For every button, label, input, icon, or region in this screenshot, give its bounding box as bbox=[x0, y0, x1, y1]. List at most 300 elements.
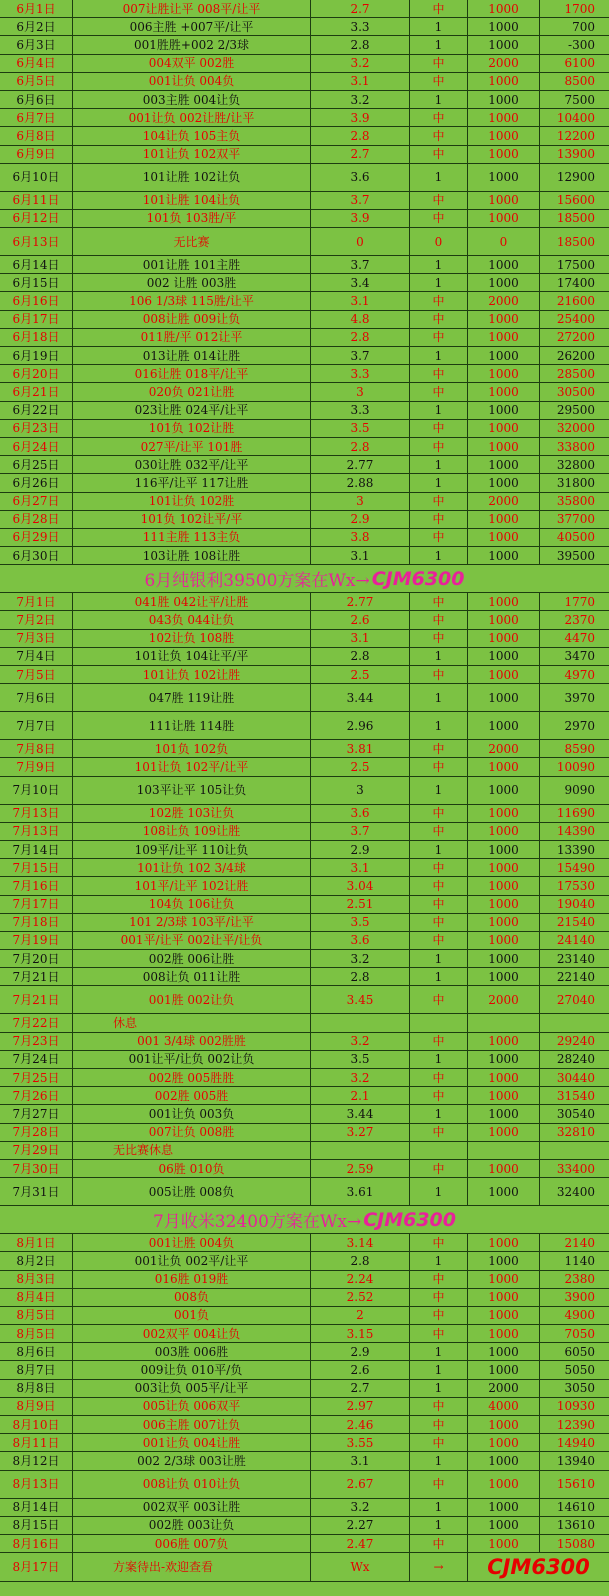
pick-cell: 109平/让平 110让负 bbox=[73, 841, 311, 858]
total-cell: 40500 bbox=[556, 530, 595, 545]
stake-cell: 1000 bbox=[468, 1069, 540, 1086]
table-row bbox=[0, 1014, 609, 1032]
result-cell: 1 bbox=[410, 1361, 468, 1378]
result-cell: 中 bbox=[410, 192, 468, 209]
table-row bbox=[0, 877, 609, 895]
odds-cell: 3.7 bbox=[311, 347, 410, 364]
result-cell: 1 bbox=[410, 1452, 468, 1469]
odds-cell: 3.5 bbox=[311, 914, 410, 931]
stake-cell: 1000 bbox=[468, 274, 540, 291]
odds-cell: 3.1 bbox=[311, 859, 410, 876]
table-row bbox=[0, 456, 609, 474]
date-cell: 8月17日 bbox=[0, 1553, 73, 1581]
pick-cell: 001胜 002让负 bbox=[73, 986, 311, 1013]
pick-cell: 方案待出-欢迎查看 bbox=[73, 1553, 311, 1581]
odds-cell: 3.9 bbox=[311, 109, 410, 126]
odds-cell: 3.14 bbox=[311, 1234, 410, 1251]
pick-cell: 111主胜 113主负 bbox=[73, 529, 311, 546]
result-cell: 中 bbox=[410, 877, 468, 894]
pick-cell: 106 1/3球 115胜/让平 bbox=[73, 292, 311, 309]
stake-cell: 1000 bbox=[468, 0, 540, 17]
result-cell: 1 bbox=[410, 1105, 468, 1122]
date-cell: 7月29日 bbox=[0, 1142, 73, 1159]
total-cell: 31540 bbox=[556, 1088, 595, 1103]
result-cell: 中 bbox=[410, 292, 468, 309]
total-cell: 12390 bbox=[556, 1417, 595, 1432]
stake-cell: 2000 bbox=[468, 292, 540, 309]
pick-cell: 002胜 005胜胜 bbox=[73, 1069, 311, 1086]
date-cell: 7月23日 bbox=[0, 1033, 73, 1050]
stake-cell: 1000 bbox=[468, 1252, 540, 1269]
total-cell: 4900 bbox=[564, 1308, 595, 1323]
date-cell: 7月28日 bbox=[0, 1124, 73, 1141]
pick-cell: 011胜/平 012让平 bbox=[73, 329, 311, 346]
result-cell: 中 bbox=[410, 805, 468, 822]
result-cell: 1 bbox=[410, 547, 468, 564]
table-row bbox=[0, 1535, 609, 1553]
date-cell: 8月1日 bbox=[0, 1234, 73, 1251]
odds-cell: 3.27 bbox=[311, 1124, 410, 1141]
date-cell: 7月9日 bbox=[0, 758, 73, 775]
odds-cell: 3.61 bbox=[311, 1178, 410, 1205]
odds-cell: 3.1 bbox=[311, 630, 410, 647]
total-cell bbox=[540, 1014, 609, 1031]
odds-cell: 3.2 bbox=[311, 55, 410, 72]
table-row bbox=[0, 311, 609, 329]
table-row bbox=[0, 1517, 609, 1535]
pick-cell: 016让胜 018平/让平 bbox=[73, 365, 311, 382]
result-cell: 1 bbox=[410, 1252, 468, 1269]
pick-cell: 006胜 007负 bbox=[73, 1535, 311, 1552]
odds-cell: 3.3 bbox=[311, 365, 410, 382]
odds-cell: 3.15 bbox=[311, 1325, 410, 1342]
stake-cell: 1000 bbox=[468, 329, 540, 346]
result-cell: 中 bbox=[410, 210, 468, 227]
odds-cell: 3.6 bbox=[311, 932, 410, 949]
pick-cell: 002双平 003让胜 bbox=[73, 1499, 311, 1516]
stake-cell: 1000 bbox=[468, 109, 540, 126]
stake-cell: 1000 bbox=[468, 1234, 540, 1251]
date-cell: 6月19日 bbox=[0, 347, 73, 364]
stake-cell: 1000 bbox=[468, 777, 540, 804]
odds-cell: 3.4 bbox=[311, 274, 410, 291]
result-cell: 1 bbox=[410, 950, 468, 967]
date-cell: 6月12日 bbox=[0, 210, 73, 227]
result-cell: 1 bbox=[410, 256, 468, 273]
odds-cell: 2.96 bbox=[311, 712, 410, 739]
odds-cell: 2.8 bbox=[311, 1252, 410, 1269]
table-row bbox=[0, 1105, 609, 1123]
result-cell: 中 bbox=[410, 1535, 468, 1552]
total-cell: 4470 bbox=[564, 631, 595, 646]
total-cell: 10090 bbox=[556, 759, 595, 774]
stake-cell: 1000 bbox=[468, 402, 540, 419]
date-cell: 7月6日 bbox=[0, 684, 73, 711]
total-cell: 10930 bbox=[556, 1399, 595, 1414]
odds-cell: 2.7 bbox=[311, 0, 410, 17]
result-cell: 中 bbox=[410, 1398, 468, 1415]
stake-cell: 1000 bbox=[468, 841, 540, 858]
stake-cell: 1000 bbox=[468, 593, 540, 610]
date-cell: 6月7日 bbox=[0, 109, 73, 126]
odds-cell: 3.7 bbox=[311, 256, 410, 273]
total-cell: 37700 bbox=[556, 512, 595, 527]
total-cell: 6050 bbox=[564, 1344, 595, 1359]
odds-cell: Wx bbox=[311, 1553, 410, 1581]
date-cell: 6月17日 bbox=[0, 311, 73, 328]
stake-cell: 1000 bbox=[468, 511, 540, 528]
result-cell: 中 bbox=[410, 1289, 468, 1306]
total-cell: 29500 bbox=[556, 403, 595, 418]
table-row bbox=[0, 420, 609, 438]
table-row bbox=[0, 474, 609, 492]
date-cell: 8月10日 bbox=[0, 1416, 73, 1433]
stake-cell: 1000 bbox=[468, 1124, 540, 1141]
date-cell: 7月16日 bbox=[0, 877, 73, 894]
result-cell: 中 bbox=[410, 311, 468, 328]
date-cell: 6月27日 bbox=[0, 493, 73, 510]
date-cell: 8月3日 bbox=[0, 1271, 73, 1288]
total-cell: 9090 bbox=[564, 783, 595, 798]
result-cell: 1 bbox=[410, 347, 468, 364]
odds-cell: 2.8 bbox=[311, 438, 410, 455]
stake-cell: 1000 bbox=[468, 1452, 540, 1469]
table-row bbox=[0, 968, 609, 986]
table-row bbox=[0, 402, 609, 420]
date-cell: 6月18日 bbox=[0, 329, 73, 346]
odds-cell: 3.7 bbox=[311, 823, 410, 840]
pick-cell: 101让负 102双平 bbox=[73, 146, 311, 163]
result-cell: 1 bbox=[410, 841, 468, 858]
odds-cell: 2.88 bbox=[311, 474, 410, 491]
total-cell: 27040 bbox=[556, 992, 595, 1007]
odds-cell: 0 bbox=[311, 228, 410, 255]
result-cell: 1 bbox=[410, 1178, 468, 1205]
total-cell: 14390 bbox=[556, 824, 595, 839]
odds-cell bbox=[311, 1014, 410, 1031]
date-cell: 7月14日 bbox=[0, 841, 73, 858]
date-cell: 6月11日 bbox=[0, 192, 73, 209]
total-cell: 29240 bbox=[556, 1034, 595, 1049]
stake-cell: 1000 bbox=[468, 365, 540, 382]
total-cell: 18500 bbox=[556, 211, 595, 226]
date-cell: 6月22日 bbox=[0, 402, 73, 419]
stake-cell bbox=[468, 1014, 540, 1031]
pick-cell: 002胜 006让胜 bbox=[73, 950, 311, 967]
total-cell: 25400 bbox=[556, 312, 595, 327]
date-cell: 6月6日 bbox=[0, 91, 73, 108]
date-cell: 6月21日 bbox=[0, 383, 73, 400]
total-cell: 23140 bbox=[556, 951, 595, 966]
pick-cell: 116平/让平 117让胜 bbox=[73, 474, 311, 491]
pick-cell: 001让负 003负 bbox=[73, 1105, 311, 1122]
pick-cell: 005让负 006双平 bbox=[73, 1398, 311, 1415]
total-cell: 3900 bbox=[564, 1290, 595, 1305]
odds-cell: 3 bbox=[311, 777, 410, 804]
table-row bbox=[0, 1087, 609, 1105]
date-cell: 7月24日 bbox=[0, 1051, 73, 1068]
date-cell: 7月7日 bbox=[0, 712, 73, 739]
result-cell: 中 bbox=[410, 1069, 468, 1086]
total-cell: 15600 bbox=[556, 193, 595, 208]
result-cell: 中 bbox=[410, 859, 468, 876]
odds-cell: 3.81 bbox=[311, 740, 410, 757]
table-row bbox=[0, 1289, 609, 1307]
stake-cell bbox=[468, 1142, 540, 1159]
pick-cell: 101让负 102 3/4球 bbox=[73, 859, 311, 876]
stake-cell: 1000 bbox=[468, 36, 540, 53]
table-row bbox=[0, 493, 609, 511]
result-cell: 中 bbox=[410, 438, 468, 455]
stake-cell: 1000 bbox=[468, 950, 540, 967]
result-cell: 1 bbox=[410, 1343, 468, 1360]
result-cell: 1 bbox=[410, 274, 468, 291]
contact-code: CJM6300 bbox=[371, 567, 465, 590]
stake-cell: 1000 bbox=[468, 712, 540, 739]
table-row bbox=[0, 777, 609, 805]
total-cell: 1140 bbox=[564, 1253, 595, 1268]
result-cell: 中 bbox=[410, 611, 468, 628]
total-cell: 14610 bbox=[556, 1500, 595, 1515]
result-cell: 中 bbox=[410, 493, 468, 510]
total-cell bbox=[468, 1553, 609, 1581]
stake-cell: 1000 bbox=[468, 1343, 540, 1360]
odds-cell: 2.8 bbox=[311, 329, 410, 346]
pick-cell: 001让负 002让胜/让平 bbox=[73, 109, 311, 126]
total-cell: 7050 bbox=[564, 1326, 595, 1341]
table-row bbox=[0, 1398, 609, 1416]
total-cell: 24140 bbox=[556, 933, 595, 948]
pick-cell: 020负 021让胜 bbox=[73, 383, 311, 400]
odds-cell: 3.6 bbox=[311, 805, 410, 822]
pick-cell: 104让负 105主负 bbox=[73, 127, 311, 144]
table-row bbox=[0, 1178, 609, 1206]
total-cell: 32000 bbox=[556, 421, 595, 436]
table-row bbox=[0, 1499, 609, 1517]
pick-cell: 104负 106让负 bbox=[73, 896, 311, 913]
total-cell: -300 bbox=[568, 37, 595, 52]
odds-cell: 3.5 bbox=[311, 1051, 410, 1068]
table-row bbox=[0, 1307, 609, 1325]
pick-cell: 027平/让平 101胜 bbox=[73, 438, 311, 455]
total-cell: 27200 bbox=[556, 330, 595, 345]
stake-cell: 1000 bbox=[468, 666, 540, 683]
table-row bbox=[0, 896, 609, 914]
total-cell: 7500 bbox=[564, 92, 595, 107]
stake-cell: 1000 bbox=[468, 1471, 540, 1498]
date-cell: 8月13日 bbox=[0, 1471, 73, 1498]
total-cell: 14940 bbox=[556, 1435, 595, 1450]
date-cell: 8月5日 bbox=[0, 1307, 73, 1324]
total-cell: 33800 bbox=[556, 439, 595, 454]
result-cell: 中 bbox=[410, 823, 468, 840]
contact-code: CJM6300 bbox=[487, 1554, 590, 1579]
result-cell: 中 bbox=[410, 383, 468, 400]
odds-cell: 2.8 bbox=[311, 648, 410, 665]
total-cell: 12200 bbox=[556, 128, 595, 143]
pick-cell: 007让负 008胜 bbox=[73, 1124, 311, 1141]
odds-cell: 3.44 bbox=[311, 1105, 410, 1122]
result-cell: 1 bbox=[410, 1051, 468, 1068]
pick-cell: 001让负 004负 bbox=[73, 73, 311, 90]
table-row bbox=[0, 1553, 609, 1582]
date-cell: 7月25日 bbox=[0, 1069, 73, 1086]
table-row bbox=[0, 0, 609, 18]
result-cell: 1 bbox=[410, 36, 468, 53]
table-row bbox=[0, 1416, 609, 1434]
result-cell bbox=[410, 1014, 468, 1031]
pick-cell: 003主胜 004让负 bbox=[73, 91, 311, 108]
odds-cell: 2.8 bbox=[311, 127, 410, 144]
total-cell: 15490 bbox=[556, 860, 595, 875]
result-cell: 中 bbox=[410, 1416, 468, 1433]
result-cell: 中 bbox=[410, 986, 468, 1013]
table-row bbox=[0, 164, 609, 192]
result-cell: 中 bbox=[410, 896, 468, 913]
pick-cell: 047胜 119让胜 bbox=[73, 684, 311, 711]
result-cell: → bbox=[410, 1553, 468, 1581]
odds-cell: 3.2 bbox=[311, 1033, 410, 1050]
result-cell: 1 bbox=[410, 684, 468, 711]
table-row bbox=[0, 914, 609, 932]
result-cell: 中 bbox=[410, 109, 468, 126]
total-cell: 2370 bbox=[564, 613, 595, 628]
odds-cell: 2.9 bbox=[311, 841, 410, 858]
total-cell: 15610 bbox=[556, 1477, 595, 1492]
total-cell: 21540 bbox=[556, 915, 595, 930]
date-cell: 6月14日 bbox=[0, 256, 73, 273]
stake-cell: 2000 bbox=[468, 740, 540, 757]
stake-cell: 1000 bbox=[468, 383, 540, 400]
pick-cell: 004双平 002胜 bbox=[73, 55, 311, 72]
pick-cell: 006主胜 +007平/让平 bbox=[73, 18, 311, 35]
stake-cell: 1000 bbox=[468, 164, 540, 191]
pick-cell: 008让负 010让负 bbox=[73, 1471, 311, 1498]
table-row bbox=[0, 986, 609, 1014]
total-cell: 30500 bbox=[556, 384, 595, 399]
total-cell: 6100 bbox=[564, 56, 595, 71]
pick-cell: 008让胜 009让负 bbox=[73, 311, 311, 328]
stake-cell: 2000 bbox=[468, 493, 540, 510]
table-row bbox=[0, 529, 609, 547]
table-row bbox=[0, 1434, 609, 1452]
total-cell: 28240 bbox=[556, 1052, 595, 1067]
date-cell: 6月5日 bbox=[0, 73, 73, 90]
total-cell: 8500 bbox=[564, 74, 595, 89]
result-cell: 1 bbox=[410, 1517, 468, 1534]
table-row bbox=[0, 666, 609, 684]
table-row bbox=[0, 547, 609, 565]
pick-cell: 111让胜 114胜 bbox=[73, 712, 311, 739]
date-cell: 7月8日 bbox=[0, 740, 73, 757]
total-cell: 35800 bbox=[556, 494, 595, 509]
result-cell: 中 bbox=[410, 914, 468, 931]
pick-cell: 002双平 004让负 bbox=[73, 1325, 311, 1342]
date-cell: 8月7日 bbox=[0, 1361, 73, 1378]
odds-cell: 2.52 bbox=[311, 1289, 410, 1306]
odds-cell: 2.67 bbox=[311, 1471, 410, 1498]
stake-cell: 1000 bbox=[468, 1434, 540, 1451]
month-summary bbox=[0, 565, 609, 593]
table-row bbox=[0, 1252, 609, 1270]
table-row bbox=[0, 1124, 609, 1142]
date-cell: 7月20日 bbox=[0, 950, 73, 967]
table-row bbox=[0, 127, 609, 145]
table-row bbox=[0, 347, 609, 365]
stake-cell: 4000 bbox=[468, 1398, 540, 1415]
result-cell: 中 bbox=[410, 1033, 468, 1050]
odds-cell: 2.5 bbox=[311, 758, 410, 775]
pick-cell: 008负 bbox=[73, 1289, 311, 1306]
result-cell: 中 bbox=[410, 758, 468, 775]
total-cell: 3970 bbox=[564, 690, 595, 705]
odds-cell: 3.55 bbox=[311, 1434, 410, 1451]
date-cell: 8月2日 bbox=[0, 1252, 73, 1269]
table-row bbox=[0, 823, 609, 841]
stake-cell: 1000 bbox=[468, 210, 540, 227]
stake-cell: 1000 bbox=[468, 73, 540, 90]
date-cell: 6月24日 bbox=[0, 438, 73, 455]
date-cell: 7月5日 bbox=[0, 666, 73, 683]
date-cell: 6月25日 bbox=[0, 456, 73, 473]
table-row bbox=[0, 932, 609, 950]
total-cell: 22140 bbox=[556, 969, 595, 984]
stake-cell: 1000 bbox=[468, 547, 540, 564]
stake-cell: 1000 bbox=[468, 1535, 540, 1552]
total-cell: 18500 bbox=[556, 234, 595, 249]
date-cell: 8月5日 bbox=[0, 1325, 73, 1342]
pick-cell: 001让负 002平/让平 bbox=[73, 1252, 311, 1269]
date-cell: 7月30日 bbox=[0, 1160, 73, 1177]
date-cell: 6月1日 bbox=[0, 0, 73, 17]
pick-cell: 001让胜 004负 bbox=[73, 1234, 311, 1251]
odds-cell: 3.45 bbox=[311, 986, 410, 1013]
result-cell: 1 bbox=[410, 968, 468, 985]
odds-cell: 2.24 bbox=[311, 1271, 410, 1288]
total-cell: 39500 bbox=[556, 548, 595, 563]
total-cell: 10400 bbox=[556, 110, 595, 125]
result-cell: 1 bbox=[410, 648, 468, 665]
result-cell: 中 bbox=[410, 0, 468, 17]
pick-cell: 002胜 003让负 bbox=[73, 1517, 311, 1534]
table-row bbox=[0, 210, 609, 228]
pick-cell: 002 2/3球 003让胜 bbox=[73, 1452, 311, 1469]
date-cell: 7月2日 bbox=[0, 611, 73, 628]
stake-cell: 1000 bbox=[468, 1325, 540, 1342]
odds-cell: 3.1 bbox=[311, 292, 410, 309]
table-row bbox=[0, 365, 609, 383]
odds-cell: 3 bbox=[311, 493, 410, 510]
total-cell: 30440 bbox=[556, 1070, 595, 1085]
total-cell: 17500 bbox=[556, 257, 595, 272]
stake-cell: 1000 bbox=[468, 1416, 540, 1433]
table-row bbox=[0, 712, 609, 740]
date-cell: 8月4日 bbox=[0, 1289, 73, 1306]
total-cell: 12900 bbox=[556, 170, 595, 185]
odds-cell: 2.7 bbox=[311, 1380, 410, 1397]
odds-cell bbox=[311, 1142, 410, 1159]
result-cell: 1 bbox=[410, 164, 468, 191]
table-row bbox=[0, 1271, 609, 1289]
stake-cell: 1000 bbox=[468, 1178, 540, 1205]
total-cell: 31800 bbox=[556, 475, 595, 490]
pick-cell: 001让负 004让胜 bbox=[73, 1434, 311, 1451]
table-row bbox=[0, 274, 609, 292]
date-cell: 6月2日 bbox=[0, 18, 73, 35]
total-cell: 3050 bbox=[564, 1381, 595, 1396]
stake-cell: 1000 bbox=[468, 1271, 540, 1288]
date-cell: 6月16日 bbox=[0, 292, 73, 309]
